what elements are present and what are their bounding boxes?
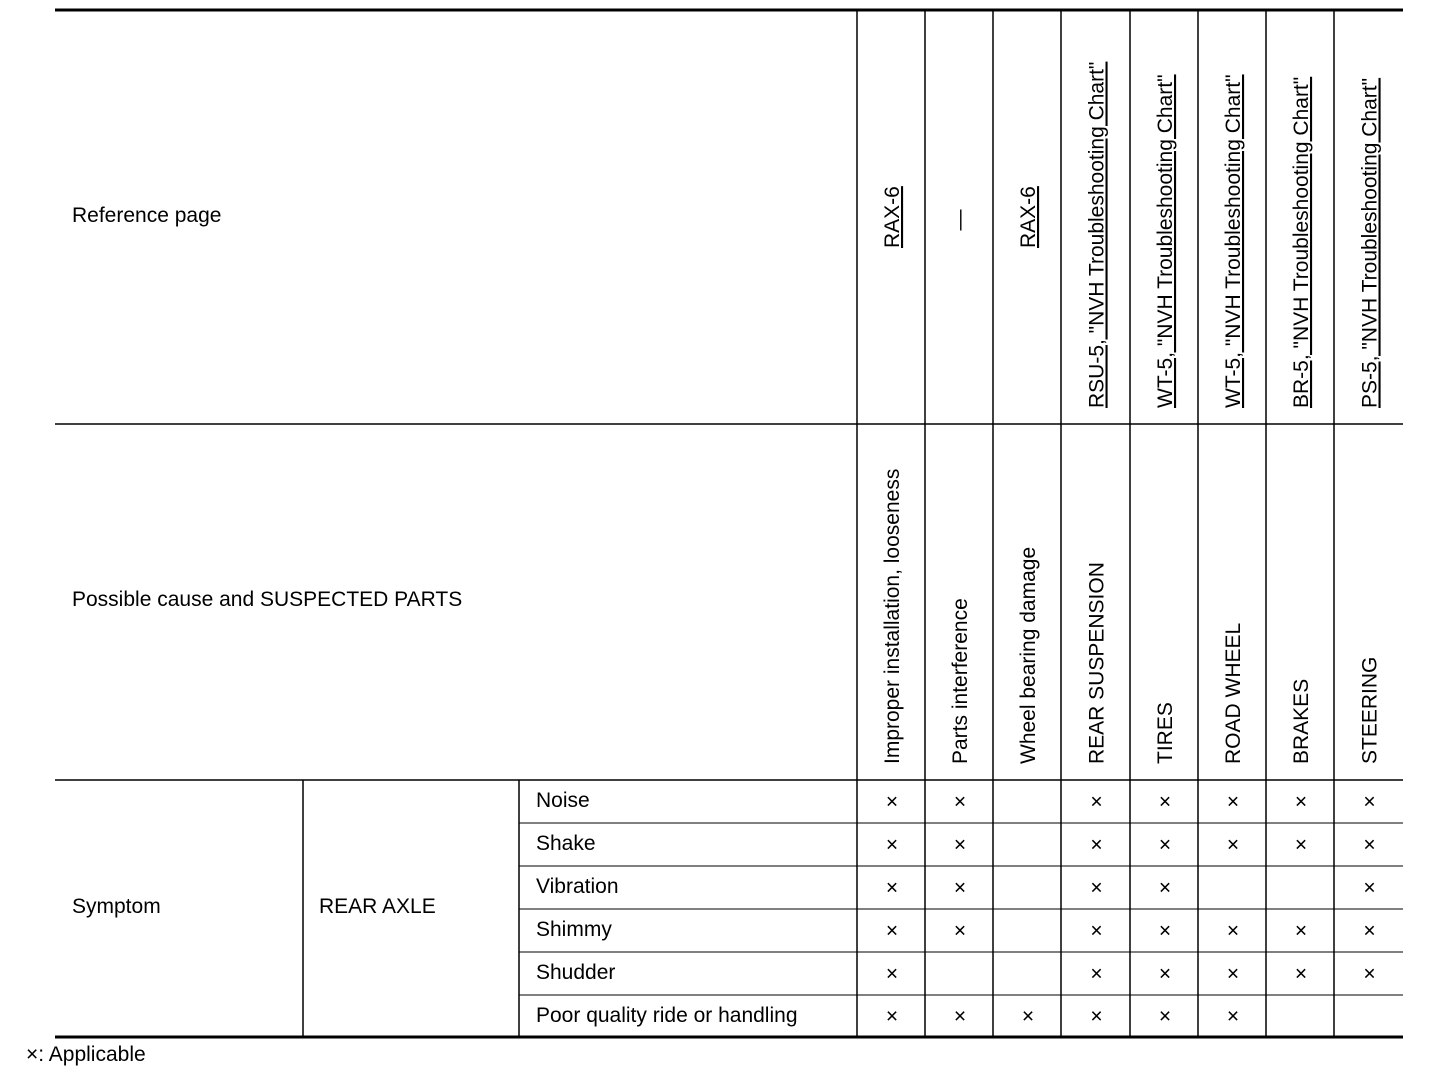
applicable-mark: ×: [953, 790, 967, 814]
applicable-mark: ×: [953, 876, 967, 900]
applicable-mark: ×: [1226, 833, 1240, 857]
applicable-mark: ×: [1090, 1005, 1103, 1028]
applicable-mark: ×: [1294, 919, 1308, 943]
applicable-mark: ×: [1363, 962, 1376, 986]
reference-page-cells: [881, 62, 1382, 408]
applicable-mark: ×: [1021, 1005, 1035, 1028]
applicable-mark: ×: [885, 833, 899, 857]
applicable-mark: ×: [1158, 790, 1172, 814]
symptom-name: Shudder: [536, 961, 616, 984]
suspected-part-7: BRAKES: [1290, 678, 1313, 764]
rear-axle-label: REAR AXLE: [319, 895, 436, 918]
applicable-mark: ×: [953, 1005, 967, 1028]
applicable-mark: ×: [1158, 833, 1172, 857]
suspected-part-1: Improper installation, looseness: [881, 468, 904, 764]
applicable-mark: ×: [1226, 919, 1240, 943]
applicable-mark: ×: [953, 919, 967, 943]
reference-page-1: RAX-6: [881, 186, 904, 248]
applicable-mark: ×: [1158, 962, 1172, 986]
applicable-mark: ×: [1090, 876, 1103, 900]
reference-page-label: Reference page: [72, 204, 222, 227]
applicable-mark: ×: [885, 876, 899, 900]
applicable-mark: ×: [1226, 790, 1240, 814]
applicable-legend: [26, 1043, 146, 1067]
table-row: [536, 961, 1376, 986]
table-row: [536, 789, 1376, 814]
reference-page-5: WT-5, "NVH Troubleshooting Chart": [1154, 74, 1177, 408]
applicable-mark: ×: [953, 833, 967, 857]
reference-page-2: —: [948, 209, 971, 231]
table-grid: [55, 10, 1403, 1037]
suspected-part-5: TIRES: [1154, 702, 1177, 764]
applicable-mark: ×: [1294, 833, 1308, 857]
applicable-legend-text: : Applicable: [38, 1043, 146, 1066]
table-row: [536, 918, 1376, 943]
applicable-mark: ×: [1363, 833, 1376, 857]
applicable-mark: ×: [1294, 962, 1308, 986]
applicable-mark: ×: [26, 1043, 39, 1066]
symptom-name: Shimmy: [536, 918, 612, 941]
suspected-part-2: Parts interference: [949, 598, 972, 764]
reference-page-4: RSU-5, "NVH Troubleshooting Chart": [1085, 61, 1109, 408]
applicable-mark: ×: [1363, 876, 1376, 900]
applicable-mark: ×: [1294, 790, 1308, 814]
reference-page-7: BR-5, "NVH Troubleshooting Chart": [1290, 76, 1313, 408]
symptom-name: Vibration: [536, 875, 619, 898]
suspected-part-8: STEERING: [1358, 656, 1382, 764]
symptom-name: Noise: [536, 789, 590, 812]
applicable-mark: ×: [1158, 1005, 1172, 1028]
applicable-mark: ×: [885, 1005, 899, 1028]
applicable-mark: ×: [1363, 790, 1376, 814]
applicable-mark: ×: [1090, 790, 1103, 814]
suspected-part-cells: [881, 469, 1382, 764]
applicable-mark: ×: [885, 962, 899, 986]
applicable-mark: ×: [1226, 1005, 1240, 1028]
applicable-mark: ×: [1090, 919, 1103, 943]
suspected-part-4: REAR SUSPENSION: [1085, 562, 1109, 764]
applicable-mark: ×: [1090, 962, 1103, 986]
applicable-mark: ×: [1090, 833, 1103, 857]
reference-page-8: PS-5, "NVH Troubleshooting Chart": [1358, 77, 1382, 408]
applicable-mark: ×: [1158, 919, 1172, 943]
table-row: [536, 875, 1376, 900]
applicable-mark: ×: [1158, 876, 1172, 900]
reference-page-3: RAX-6: [1017, 186, 1040, 248]
applicable-mark: ×: [885, 790, 899, 814]
applicable-mark: ×: [1363, 919, 1376, 943]
suspected-part-3: Wheel bearing damage: [1017, 546, 1040, 764]
applicable-mark: ×: [1226, 962, 1240, 986]
symptom-name: Shake: [536, 832, 596, 855]
reference-page-6: WT-5, "NVH Troubleshooting Chart": [1222, 74, 1245, 408]
table-row: [536, 832, 1376, 857]
table-row: [536, 1004, 1239, 1028]
symptom-label: Symptom: [72, 895, 161, 918]
possible-cause-label: Possible cause and SUSPECTED PARTS: [72, 588, 463, 611]
suspected-part-6: ROAD WHEEL: [1222, 622, 1245, 764]
symptom-name: Poor quality ride or handling: [536, 1004, 798, 1027]
applicable-mark: ×: [885, 919, 899, 943]
